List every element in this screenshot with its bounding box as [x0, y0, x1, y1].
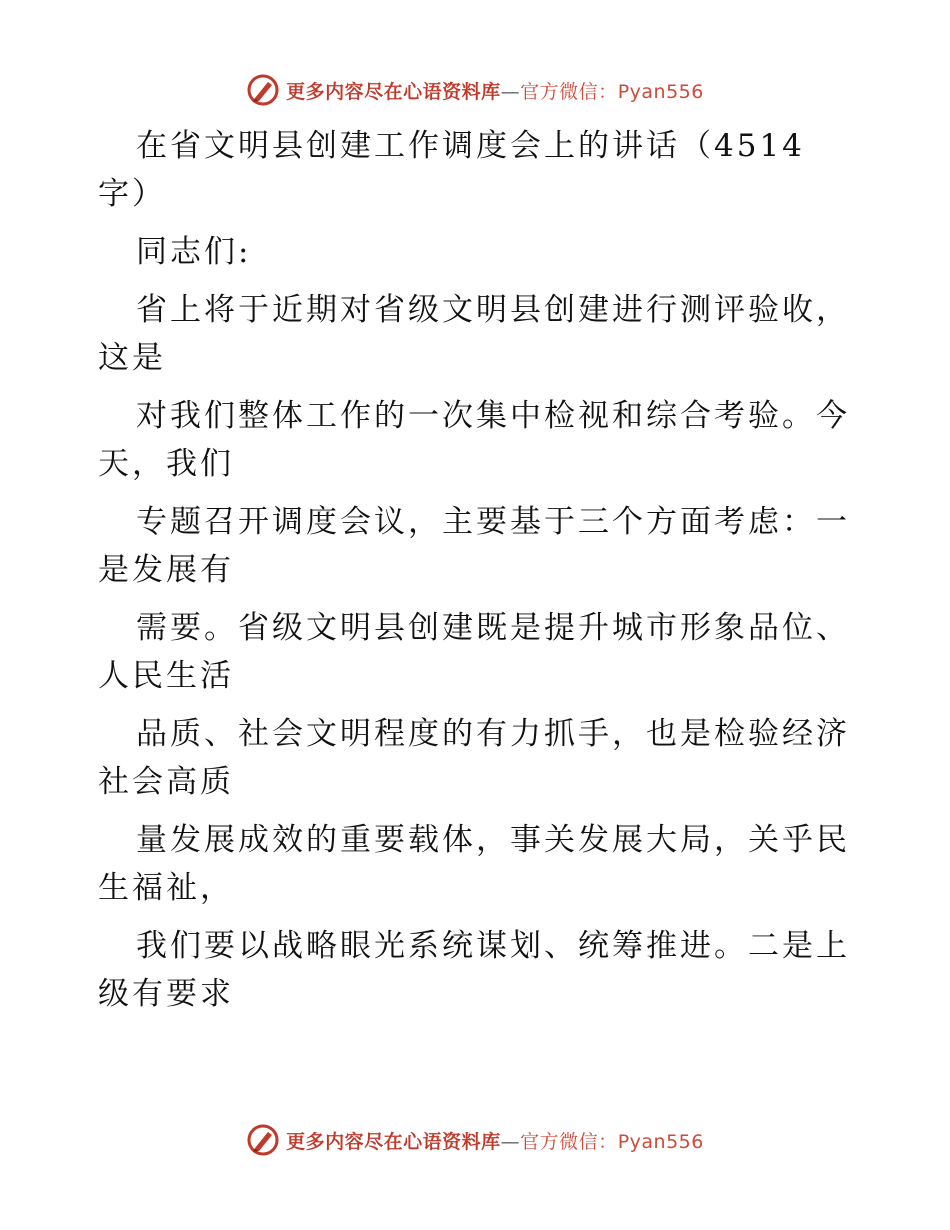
- banner-wechat-label: 官方微信：: [520, 80, 618, 103]
- header-watermark-banner: [0, 70, 950, 110]
- paragraph-line: 量发展成效的重要载体，事关发展大局，关乎民: [136, 822, 850, 858]
- paragraph-line: 专题召开调度会议，主要基于三个方面考虑：一: [136, 504, 850, 540]
- paragraph-line: 生福祉，: [98, 870, 234, 906]
- banner-wechat-id: Pyan556: [617, 1130, 704, 1153]
- salutation: 同志们:: [136, 234, 252, 270]
- paragraph-line: 对我们整体工作的一次集中检视和综合考验。今: [136, 398, 850, 434]
- document-title-line-1: 在省文明县创建工作调度会上的讲话（4514: [136, 128, 805, 164]
- paragraph-line: 人民生活: [98, 658, 234, 694]
- paragraph-line: 是发展有: [98, 552, 234, 588]
- banner-main-text: 更多内容尽在心语资料库: [286, 80, 501, 103]
- footer-banner-text: [286, 1127, 704, 1154]
- paragraph-line: 省上将于近期对省级文明县创建进行测评验收，: [136, 292, 850, 328]
- pen-logo-icon: [246, 1123, 280, 1157]
- banner-wechat-id: Pyan556: [617, 80, 704, 103]
- document-body: [98, 122, 858, 1018]
- banner-separator: —: [500, 80, 521, 103]
- footer-watermark-banner: [0, 1120, 950, 1160]
- banner-separator: —: [500, 1130, 521, 1153]
- paragraph-line: 我们要以战略眼光系统谋划、统筹推进。二是上: [136, 928, 850, 964]
- paragraph-line: 天，我们: [98, 446, 234, 482]
- banner-wechat-label: 官方微信：: [520, 1130, 618, 1153]
- pen-logo-icon: [246, 73, 280, 107]
- paragraph-line: 社会高质: [98, 764, 234, 800]
- document-title-line-2: 字）: [98, 176, 166, 212]
- header-banner-text: [286, 77, 704, 104]
- paragraph-line: 需要。省级文明县创建既是提升城市形象品位、: [136, 610, 850, 646]
- paragraph-line: 级有要求: [98, 976, 234, 1012]
- banner-main-text: 更多内容尽在心语资料库: [286, 1130, 501, 1153]
- paragraph-line: 这是: [98, 340, 166, 376]
- paragraph-line: 品质、社会文明程度的有力抓手，也是检验经济: [136, 716, 850, 752]
